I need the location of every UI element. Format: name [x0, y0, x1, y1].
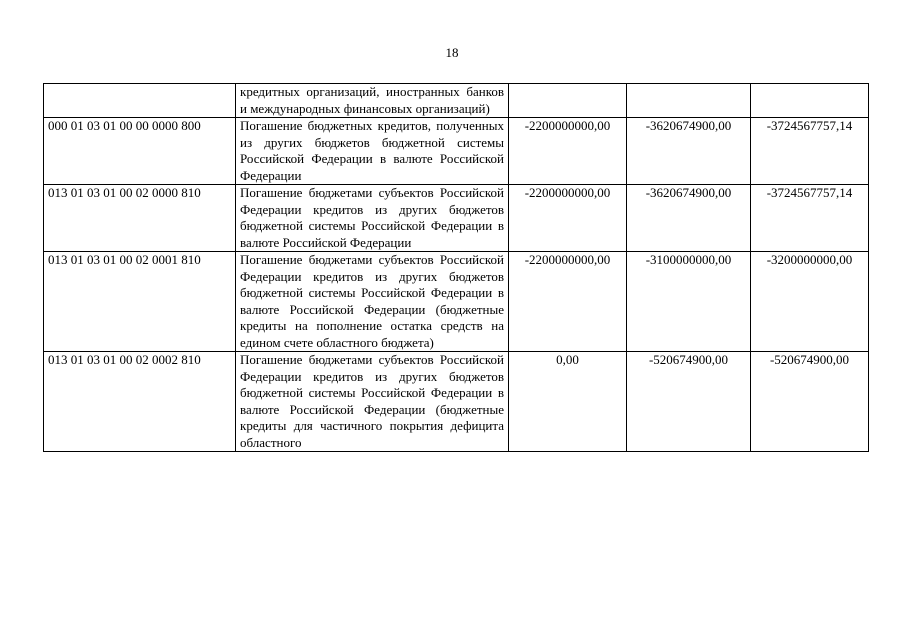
amount-year1-cell: -2200000000,00 [509, 252, 627, 352]
amount-year1-cell: -2200000000,00 [509, 118, 627, 185]
amount-year1-cell: -2200000000,00 [509, 185, 627, 252]
amount-year1-cell [509, 84, 627, 118]
budget-code-cell: 013 01 03 01 00 02 0001 810 [44, 252, 236, 352]
amount-year2-cell: -520674900,00 [627, 352, 751, 452]
description-cell: кредитных организаций, иностранных банков и международных финансовых организаций) [236, 84, 509, 118]
amount-year3-cell [751, 84, 869, 118]
description-cell: Погашение бюджетами субъектов Российской Федерации кредитов из других бюджетов бюджетной системы Российской Федерации в валюте Российской Федерации (бюджетные кредиты для частичного покрытия дефицита областного [236, 352, 509, 452]
page-number: 18 [445, 45, 459, 60]
budget-code-cell: 013 01 03 01 00 02 0000 810 [44, 185, 236, 252]
amount-year3-cell: -520674900,00 [751, 352, 869, 452]
description-cell: Погашение бюджетных кредитов, полученных из других бюджетов бюджетной системы Российской Федерации в валюте Российской Федерации [236, 118, 509, 185]
table-row [44, 118, 869, 185]
budget-code-cell: 000 01 03 01 00 00 0000 800 [44, 118, 236, 185]
amount-year2-cell: -3620674900,00 [627, 185, 751, 252]
budget-sources-table [43, 83, 869, 452]
amount-year3-cell: -3200000000,00 [751, 252, 869, 352]
amount-year3-cell: -3724567757,14 [751, 118, 869, 185]
table-row [44, 352, 869, 452]
table-row [44, 84, 869, 118]
description-cell: Погашение бюджетами субъектов Российской Федерации кредитов из других бюджетов бюджетной системы Российской Федерации в валюте Российской Федерации (бюджетные кредиты на пополнение остатка средств на едином счете областного бюджета) [236, 252, 509, 352]
amount-year1-cell: 0,00 [509, 352, 627, 452]
description-cell: Погашение бюджетами субъектов Российской Федерации кредитов из других бюджетов бюджетной системы Российской Федерации в валюте Российской Федерации [236, 185, 509, 252]
amount-year3-cell: -3724567757,14 [751, 185, 869, 252]
table-row [44, 252, 869, 352]
table-row [44, 185, 869, 252]
amount-year2-cell: -3620674900,00 [627, 118, 751, 185]
budget-code-cell [44, 84, 236, 118]
budget-code-cell: 013 01 03 01 00 02 0002 810 [44, 352, 236, 452]
amount-year2-cell [627, 84, 751, 118]
amount-year2-cell: -3100000000,00 [627, 252, 751, 352]
